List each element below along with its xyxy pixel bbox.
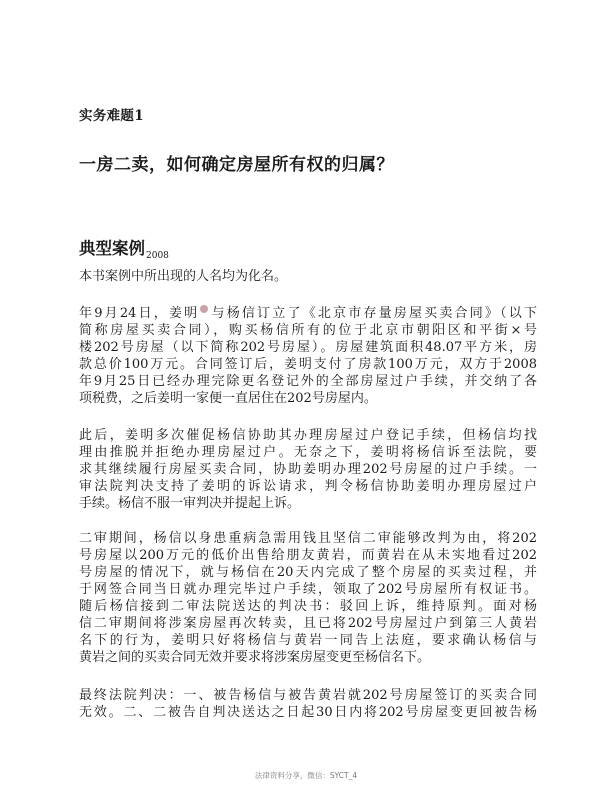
text-line: 理由推脱并拒绝办理房屋过户。无奈之下，姜明将杨信诉至法院，要: [79, 445, 537, 460]
text-line: 二审期间，杨信以身患重病急需用钱且坚信二审能够改判为由，将202: [79, 531, 537, 546]
text-line: 年9月25日已经办理完除更名登记外的全部房屋过户手续，并交纳了各: [79, 374, 537, 389]
text-line: 简称房屋买卖合同），购买杨信所有的位于北京市朝阳区和平街×号: [79, 323, 537, 338]
text-line: 楼202号房屋（以下简称202号房屋）。房屋建筑面积48.07平方米，房: [79, 340, 537, 355]
paragraph-second-trial: [79, 530, 537, 666]
text-line: 名下的行为，姜明只好将杨信与黄岩一同告上法庭，要求确认杨信与: [79, 633, 537, 648]
footnote-marker-icon: [200, 305, 208, 313]
text-line: 随后杨信接到二审法院送达的判决书：驳回上诉，维持原判。面对杨: [79, 599, 537, 614]
case-heading-subscript: 2008: [146, 251, 169, 261]
text-line: 项税费，之后姜明一家便一直居住在202号房屋内。: [79, 391, 377, 406]
case-heading: [79, 235, 169, 261]
text-line: 于网签合同当日就办理完毕过户手续，领取了202号房屋所有权证书。: [79, 582, 537, 597]
paragraph-first-trial: [79, 427, 537, 512]
text-line: 求其继续履行房屋买卖合同，协助姜明办理202号房屋的过户手续。一: [79, 462, 537, 477]
text-segment: 年9月24日，姜明: [79, 306, 200, 321]
text-line: 手续。杨信不服一审判决并提起上诉。: [79, 496, 301, 511]
text-segment: 与杨信订立了《北京市存量房屋买卖合同》（以下: [209, 306, 537, 321]
text-line: 款总价100万元。合同签订后，姜明支付了房款100万元，双方于2008: [79, 357, 537, 372]
text-line: 黄岩之间的买卖合同无效并要求将涉案房屋变更至杨信名下。: [79, 650, 431, 665]
text-line: 号房屋的情况下，就与杨信在20天内完成了整个房屋的买卖过程，并: [79, 565, 537, 580]
text-line: 信二审期间将涉案房屋再次转卖，且已将202号房屋过户到第三人黄岩: [79, 616, 537, 631]
text-line: 无效。二、二被告自判决送达之日起30日内将202号房屋变更回被告杨: [79, 705, 537, 720]
text-line: 最终法院判决：一、被告杨信与被告黄岩就202号房屋签订的买卖合同: [79, 688, 537, 703]
paragraph-judgment: [79, 687, 537, 721]
paragraph-note: [79, 268, 537, 285]
page-footer: 法律资料分享，微信：SYCT_4: [254, 771, 358, 780]
text-line: 审法院判决支持了姜明的诉讼请求，判令杨信协助姜明办理房屋过户: [79, 479, 537, 494]
text-line: 本书案例中所出现的人名均为化名。: [79, 269, 288, 284]
paragraph-case-facts: [79, 305, 537, 407]
text-line: 此后，姜明多次催促杨信协助其办理房屋过户登记手续，但杨信均找: [79, 428, 537, 443]
case-heading-title: 典型案例: [79, 239, 145, 258]
section-label: 实务难题1: [79, 108, 144, 124]
text-line: [79, 305, 537, 322]
main-title: 一房二卖，如何确定房屋所有权的归属？: [79, 155, 394, 175]
text-line: 号房屋以200万元的低价出售给朋友黄岩，而黄岩在从未实地看过202: [79, 548, 537, 563]
